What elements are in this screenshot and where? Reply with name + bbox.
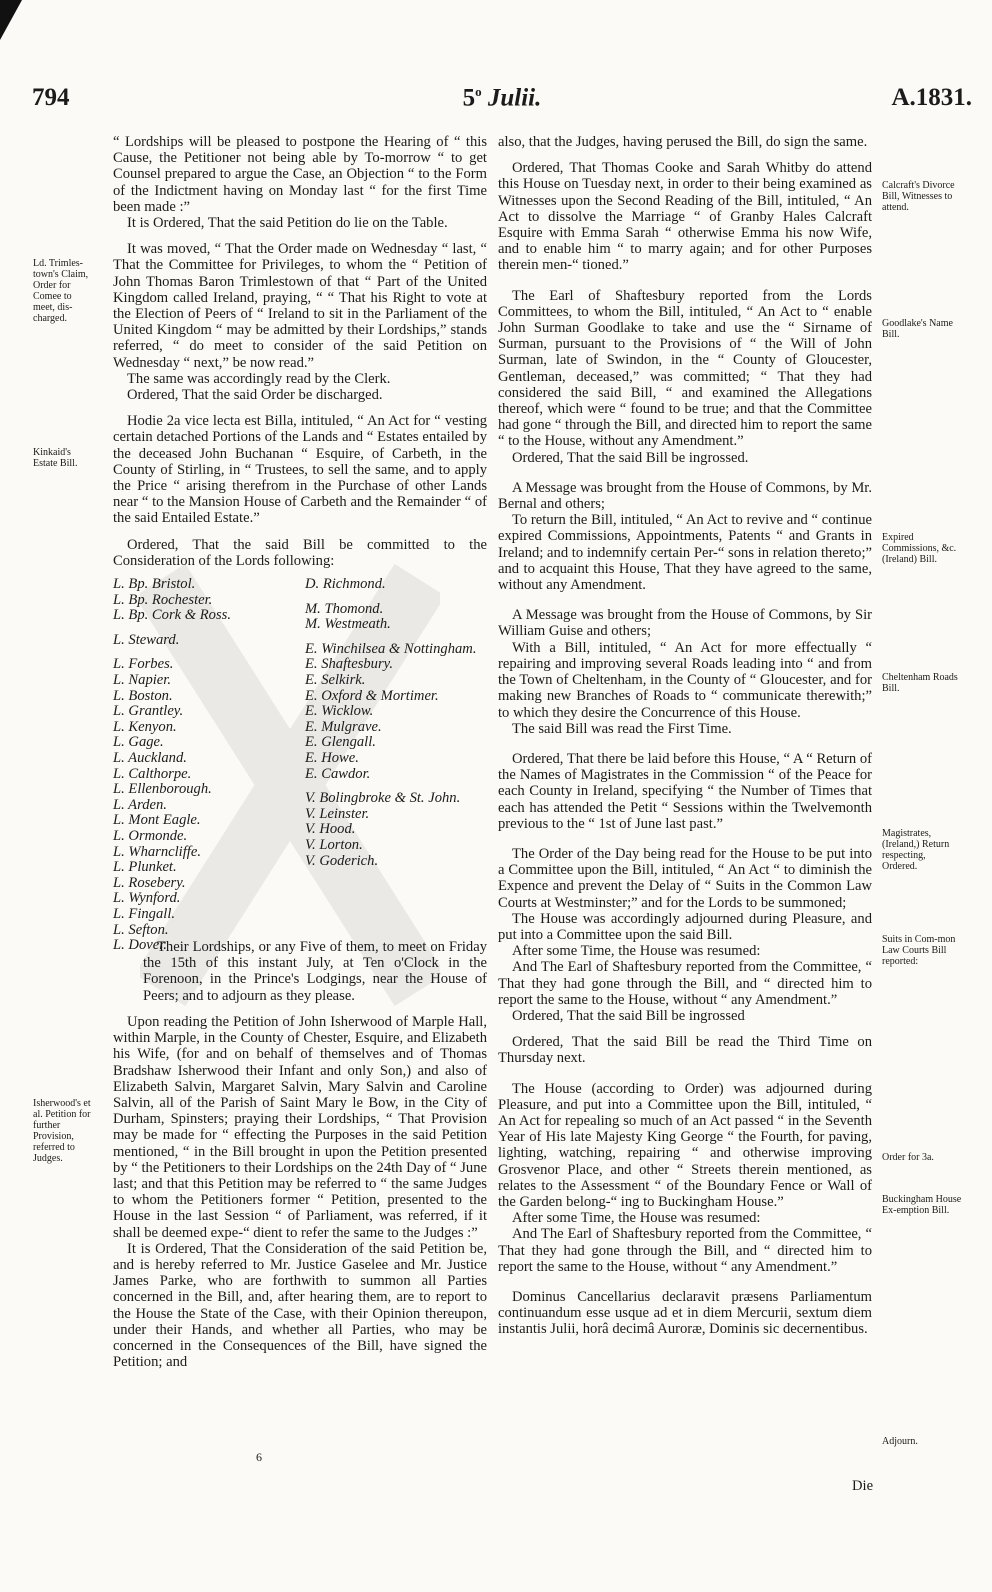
lord-entry: M. Thomond. xyxy=(305,600,384,617)
page-header xyxy=(32,84,972,118)
date-day: 5 xyxy=(462,84,476,112)
lord-entry: L. Rosebery. xyxy=(113,874,186,891)
lord-entry: L. Bp. Bristol. xyxy=(113,576,196,593)
margin-note-trimlestown: Ld. Trimles-town's Claim, Order for Comee to meet, dis-charged. xyxy=(33,258,89,324)
lord-entry: E. Selkirk. xyxy=(305,672,366,689)
lord-entry: L. Bp. Cork & Ross. xyxy=(113,607,231,624)
lord-entry: L. Wharncliffe. xyxy=(113,843,201,860)
lord-entry: L. Fingall. xyxy=(113,905,176,922)
right-para-5: A Message was brought from the House of Commons, by Mr. Bernal and others; xyxy=(498,479,872,513)
lord-entry: E. Winchilsea & Nottingham. xyxy=(305,640,477,657)
lord-entry: L. Dover. xyxy=(113,937,167,954)
margin-note-order3: Order for 3a. xyxy=(882,1152,934,1163)
left-para-4: The same was accordingly read by the Clerk. xyxy=(127,370,391,387)
lord-entry: E. Glengall. xyxy=(305,734,376,751)
lord-entry: L. Mont Eagle. xyxy=(113,812,201,829)
margin-note-goodlake: Goodlake's Name Bill. xyxy=(882,318,953,340)
right-para-20: Dominus Cancellarius declaravit præsens Parliamentum continuandum esse usque ad et in diem Mercurii, sextum diem instantis Julii, horâ decimâ Auroræ, Dominis sic decernentibus. xyxy=(498,1289,872,1338)
left-para-3: It was moved, “ That the Order made on Wednesday “ last, “ That the Committee for Privileges, to whom the “ Petition of John Thomas Baron Trimlestown of that “ Part of the United Kingdom called Ireland, praying, “ “ That his Right to vote at the Election of Peers of “ Ireland to sit in the Parliament of the United Kingdom “ may be admitted by their Lordships,” stands referred, “ do meet to consider of the said Petition on Wednesday “ next,” be now read.” xyxy=(113,241,487,371)
lord-entry: L. Bp. Rochester. xyxy=(113,591,213,608)
page-corner-mark xyxy=(0,0,22,40)
lord-entry: L. Sefton. xyxy=(113,921,169,938)
running-date xyxy=(32,84,972,112)
lord-entry: E. Oxford & Mortimer. xyxy=(305,687,439,704)
right-para-4: Ordered, That the said Bill be ingrossed. xyxy=(512,449,749,466)
margin-note-calcraft: Calcraft's Divorce Bill, Witnesses to attend. xyxy=(882,180,955,213)
lord-entry: L. Arden. xyxy=(113,796,167,813)
lord-entry: L. Grantley. xyxy=(113,703,184,720)
right-para-8: With a Bill, intituled, “ An Act for more effectually “ repairing and improving several Roads leading into “ and from the Town of Cheltenham, in the County of “ Gloucester, and for making new Branches of Roads to “ communicate therewith;” to which they desire the Concurrence of this House. xyxy=(498,639,872,721)
margin-note-expired: Expired Commissions, &c. (Ireland) Bill. xyxy=(882,532,957,565)
lord-entry: D. Richmond. xyxy=(305,576,386,593)
lord-entry: L. Ellenborough. xyxy=(113,781,212,798)
right-para-3: The Earl of Shaftesbury reported from the Lords Committees, to whom the Bill, intituled, “ An Act to “ enable John Surman Goodlake to take and use the “ Sirname of Surman, pursuant to the Provisions of “ the Will of John Surman, late of Swindon, in the “ County of Gloucester, Gentleman, deceased,” was committed; “ That they had considered the said Bill, “ and examined the Allegations thereof, which were “ found to be true; and that the Committee had gone “ through the Bill, and directed him to report the same “ to the House, without any Amendment.” xyxy=(498,287,872,450)
lord-entry: L. Wynford. xyxy=(113,890,181,907)
lord-entry: E. Wicklow. xyxy=(305,703,374,720)
lord-entry: M. Westmeath. xyxy=(305,616,391,633)
right-column xyxy=(498,134,872,1338)
left-para-7: Ordered, That the said Bill be committed to the Consideration of the Lords following: xyxy=(113,536,487,569)
lord-entry: E. Mulgrave. xyxy=(305,718,382,735)
left-para-8: Their Lordships, or any Five of them, to meet on Friday the 15th of this instant July, at Ten o'Clock in the Forenoon, in the Prince's Lodgings, near the House of Peers; and to adjourn as they please. xyxy=(143,939,487,1004)
right-para-11: The Order of the Day being read for the House to be put into a Committee upon the Bill, intituled, “ An Act “ to diminish the Expence and prevent the Delay of “ Suits in the Common Law Courts at Westminster;” and for the Lords to be summoned; xyxy=(498,845,872,911)
right-para-16: Ordered, That the said Bill be read the Third Time on Thursday next. xyxy=(498,1034,872,1067)
lord-entry: V. Lorton. xyxy=(305,836,363,853)
lord-entry: E. Shaftesbury. xyxy=(305,656,393,673)
right-para-10: Ordered, That there be laid before this House, “ A “ Return of the Names of Magistrates in the Commission “ of the Peace for each County in Ireland, specifying “ the Number of Times that each has attended the Petit “ Sessions within the Twelvemonth previous to the “ 1st of June last past.” xyxy=(498,750,872,832)
lord-entry: L. Steward. xyxy=(113,631,180,648)
margin-note-adjourn: Adjourn. xyxy=(882,1436,918,1447)
left-para-6: Hodie 2a vice lecta est Billa, intituled, “ An Act for “ vesting certain detached Portions of the Lands and “ Estates entailed by the deceased John Buchanan “ Esquire, of Carbeth, in the County of Stirling, in “ Trustees, to sell the same, and to apply the Price “ arising therefrom in the Purchase of other Lands near “ to the Mansion House of Carbeth and the Remainder “ of the said Entailed Estate.” xyxy=(113,413,487,527)
left-para-1: “ Lordships will be pleased to postpone the Hearing of “ this Cause, the Petitioner not being able by To-morrow “ to get Counsel prepared to argue the Case, an Objection “ to the Form of the Indictment having on Monday last “ for the first Time been made :” xyxy=(113,134,487,215)
signature-mark: 6 xyxy=(256,1450,262,1464)
lord-entry: L. Napier. xyxy=(113,672,171,689)
lord-entry: E. Howe. xyxy=(305,750,359,767)
margin-note-isherwood: Isherwood's et al. Petition for further Provision, referred to Judges. xyxy=(33,1098,91,1164)
margin-note-kinkaid: Kinkaid's Estate Bill. xyxy=(33,447,78,469)
catchword: Die xyxy=(852,1478,874,1494)
right-para-9: The said Bill was read the First Time. xyxy=(512,720,732,737)
lord-entry: L. Calthorpe. xyxy=(113,765,192,782)
right-para-18: After some Time, the House was resumed: xyxy=(512,1210,761,1227)
right-para-2: Ordered, That Thomas Cooke and Sarah Whitby do attend this House on Tuesday next, in order to their being examined as Witnesses upon the Second Reading of the Bill, intituled, “ An Act to dissolve the Marriage “ of Granby Hales Calcraft Esquire with Emma Sarah “ otherwise Emma his now Wife, and to enable him “ to marry again; and for other Purposes therein men-“ tioned.” xyxy=(498,160,872,274)
left-para-9: Upon reading the Petition of John Isherwood of Marple Hall, within Marple, in the County of Chester, Esquire, and Elizabeth his Wife, (for and on behalf of themselves and of Thomas Bradshaw Isherwood their Infant and only Son,) and also of Elizabeth Salvin, Margaret Salvin, Mary Salvin and Caroline Salvin, all of the Parish of Saint Mary le Bow, in the City of Durham, Spinsters; praying their Lordships, “ That Provision may be made for “ effecting the Purposes in the said Petition mentioned, “ in the Bill brought in upon the Petition presented by “ the Petitioners to their Lordships on the 24th Day of “ June last; and that this Petition may be referred to “ the same Judges to whom the Petitioners former “ Petition, presented to the House in the last Session “ of Parliament, was referred, if it shall be deemed expe-“ dient to refer the same to the Judges :” xyxy=(113,1013,487,1241)
left-para-2: It is Ordered, That the said Petition do lie on the Table. xyxy=(127,215,448,232)
right-para-13: After some Time, the House was resumed: xyxy=(512,943,761,960)
margin-note-magistrates: Magistrates, (Ireland,) Return respecting, Ordered. xyxy=(882,828,950,872)
lord-entry: L. Plunket. xyxy=(113,859,177,876)
page-number: 794 xyxy=(32,84,70,111)
right-para-14: And The Earl of Shaftesbury reported from the Committee, “ That they had gone through the Bill, and “ directed him to report the same to the House, without “ any Amendment.” xyxy=(498,959,872,1008)
lord-entry: L. Kenyon. xyxy=(113,718,177,735)
right-para-6: To return the Bill, intituled, “ An Act to revive and “ continue expired Commissions, Appointments, Patents “ and Grants in Ireland; and to indemnify certain Per-“ sons in relation thereto;” and to acquaint this House, That they have agreed to the same, without any Amendment. xyxy=(498,512,872,594)
lord-entry: L. Ormonde. xyxy=(113,827,188,844)
margin-note-suits: Suits in Com-mon Law Courts Bill reported: xyxy=(882,934,956,967)
lord-entry: L. Boston. xyxy=(113,687,173,704)
right-para-1: also, that the Judges, having perused the Bill, do sign the same. xyxy=(498,134,868,150)
lord-entry: V. Leinster. xyxy=(305,805,370,822)
lord-entry: V. Hood. xyxy=(305,821,356,838)
date-word: Julii. xyxy=(487,84,542,112)
margin-note-cheltenham: Cheltenham Roads Bill. xyxy=(882,672,958,694)
lord-entry: L. Forbes. xyxy=(113,656,174,673)
committee-lords-list xyxy=(113,576,487,954)
left-column xyxy=(113,134,487,1370)
lord-entry: V. Goderich. xyxy=(305,852,379,869)
right-para-15: Ordered, That the said Bill be ingrossed xyxy=(512,1007,745,1024)
lord-entry: E. Cawdor. xyxy=(305,765,371,782)
lord-entry: L. Auckland. xyxy=(113,750,187,767)
lords-list-right xyxy=(305,577,505,869)
right-para-7: A Message was brought from the House of Commons, by Sir William Guise and others; xyxy=(498,607,872,640)
left-para-5: Ordered, That the said Order be discharged. xyxy=(127,387,383,404)
lord-entry: L. Gage. xyxy=(113,734,164,751)
right-para-17: The House (according to Order) was adjourned during Pleasure, and put into a Committee upon the Bill, intituled, “ An Act for repealing so much of an Act passed “ in the Seventh Year of His late Majesty King George “ the Fourth, for paving, lighting, watching, repairing “ and otherwise improving Grosvenor Place, and other “ Streets therein mentioned, as relates to the Assessment “ of the Boundary Fence or Wall of the Garden belong-“ ing to Buckingham House.” xyxy=(498,1080,872,1210)
page-year: A.1831. xyxy=(891,84,972,111)
left-para-10: It is Ordered, That the Consideration of the said Petition be, and is hereby referred to Mr. Justice Gaselee and Mr. Justice James Parke, who are forthwith to summon all Parties concerned in the Bill, and, after hearing them, are to report to the House the State of the Case, with their Opinion thereupon, under their Hands, and whether all Parties, who may be concerned in the Consequences of the Bill, have signed the Petition; and xyxy=(113,1240,487,1371)
lord-entry: V. Bolingbroke & St. John. xyxy=(305,790,461,807)
right-para-12: The House was accordingly adjourned during Pleasure, and put into a Committee upon the said Bill. xyxy=(498,910,872,943)
right-para-19: And The Earl of Shaftesbury reported from the Committee, “ That they had gone through the Bill, and “ directed him to report the same to the House, without “ any Amendment.” xyxy=(498,1226,872,1275)
date-superscript: o xyxy=(475,84,482,99)
lords-list-left xyxy=(113,577,303,954)
margin-note-buckingham: Buckingham House Ex-emption Bill. xyxy=(882,1194,962,1216)
